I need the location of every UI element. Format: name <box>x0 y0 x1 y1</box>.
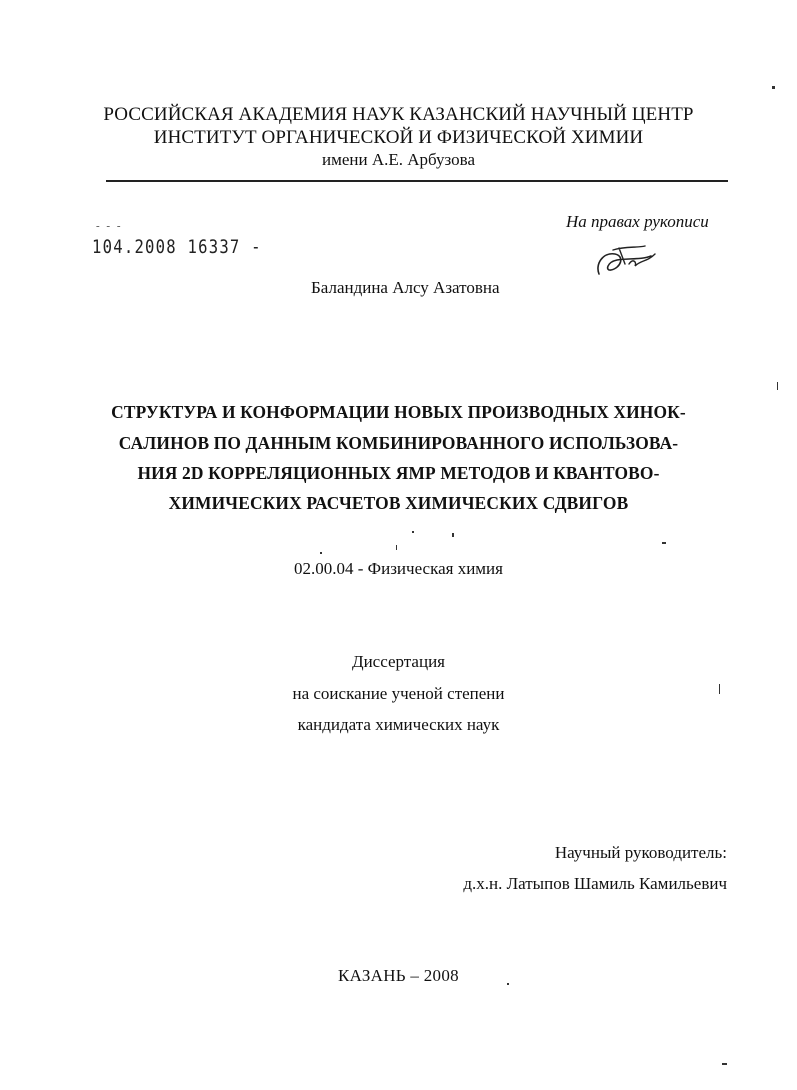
signature-icon <box>585 240 665 280</box>
supervisor-label: Научный руководитель: <box>554 843 727 862</box>
degree-field-line: кандидата химических наук <box>297 715 500 734</box>
thesis-title-line-1: СТРУКТУРА И КОНФОРМАЦИИ НОВЫХ ПРОИЗВОДНЫХ ХИНОК- <box>111 402 686 422</box>
thesis-title-line-3: НИЯ 2D КОРРЕЛЯЦИОННЫХ ЯМР МЕТОДОВ И КВАНТОВО- <box>137 463 660 483</box>
institution-line-2: ИНСТИТУТ ОРГАНИЧЕСКОЙ И ФИЗИЧЕСКОЙ ХИМИИ <box>153 127 644 148</box>
institution-line-1: РОССИЙСКАЯ АКАДЕМИЯ НАУК КАЗАНСКИЙ НАУЧНЫЙ ЦЕНТР <box>103 104 694 125</box>
thesis-title-line-4: ХИМИЧЕСКИХ РАСЧЕТОВ ХИМИЧЕСКИХ СДВИГОВ <box>168 493 629 513</box>
header-divider <box>106 180 728 182</box>
dissertation-label: Диссертация <box>351 652 445 671</box>
author-name: Баландина Алсу Азатовна <box>311 278 500 297</box>
scan-speck <box>772 86 775 89</box>
scan-speck <box>719 684 720 694</box>
degree-line: на соискание ученой степени <box>292 684 505 703</box>
scan-speck <box>412 531 414 533</box>
thesis-title-line-2: САЛИНОВ ПО ДАННЫМ КОМБИНИРОВАННОГО ИСПОЛЬЗОВА- <box>118 433 679 453</box>
scan-speck <box>777 382 778 390</box>
specialty-code: 02.00.04 - Физическая химия <box>294 559 503 578</box>
supervisor-name: д.х.н. Латыпов Шамиль Камильевич <box>463 874 727 893</box>
manuscript-rights-note: На правах рукописи <box>566 212 709 231</box>
city-year: КАЗАНЬ – 2008 <box>338 966 459 985</box>
scan-speck <box>396 545 397 550</box>
scan-speck <box>320 552 322 554</box>
library-stamp-number: 104.2008 16337 - <box>92 236 262 258</box>
scan-speck <box>507 983 509 985</box>
scan-speck <box>452 533 454 537</box>
scan-speck <box>662 542 666 544</box>
scan-speck <box>722 1063 727 1065</box>
institution-line-3: имени А.Е. Арбузова <box>322 150 475 169</box>
stamp-marks: - - - <box>96 220 123 232</box>
